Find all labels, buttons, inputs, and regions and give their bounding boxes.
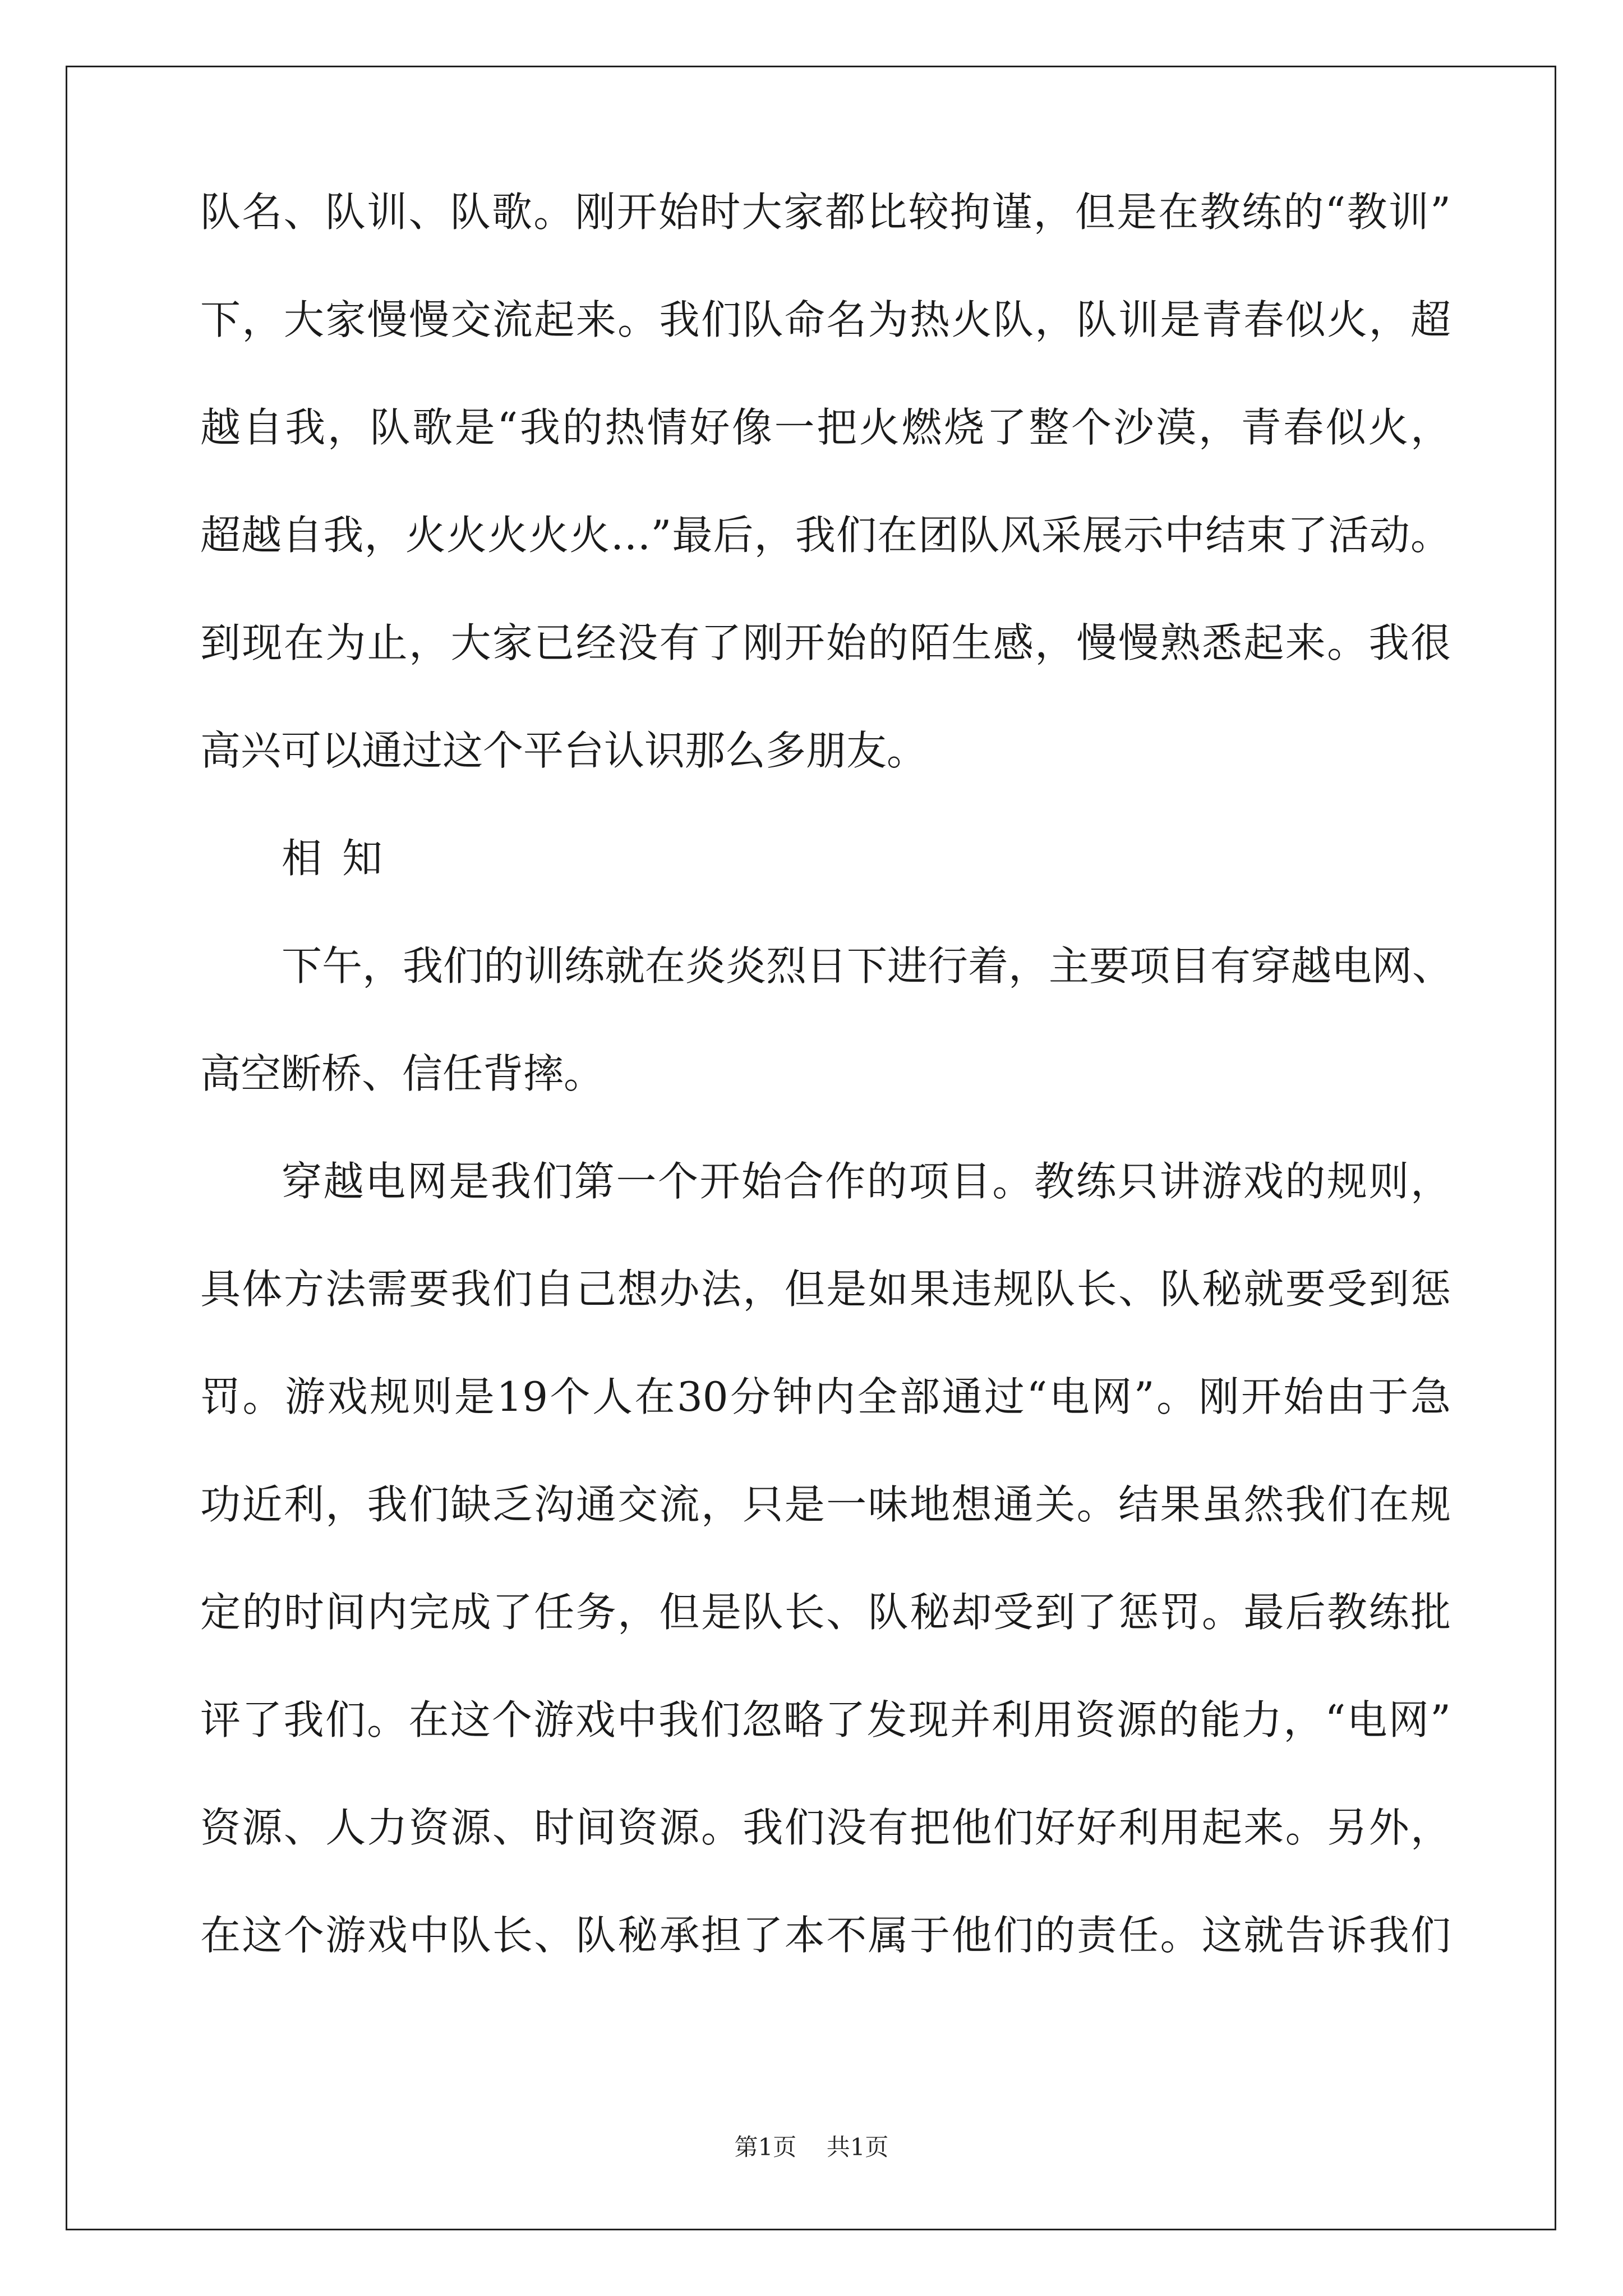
text-line: 罚。游戏规则是19个人在30分钟内全部通过“电网”。刚开始由于急 [200, 1373, 1451, 1420]
page-number: 第1页 [734, 2133, 797, 2161]
text-line: 穿越电网是我们第一个开始合作的项目。教练只讲游戏的规则， [282, 1158, 1451, 1205]
text-line: 定的时间内完成了任务，但是队长、队秘却受到了惩罚。最后教练批 [200, 1589, 1451, 1636]
text-line: 资源、人力资源、时间资源。我们没有把他们好好利用起来。另外， [200, 1804, 1451, 1851]
text-line: 下午，我们的训练就在炎炎烈日下进行着，主要项目有穿越电网、 [282, 942, 1453, 990]
text-line: 具体方法需要我们自己想办法，但是如果违规队长、队秘就要受到惩 [200, 1266, 1451, 1313]
text-line: 越自我，队歌是“我的热情好像一把火燃烧了整个沙漠，青春似火， [200, 404, 1451, 451]
text-line: 超越自我，火火火火火…”最后，我们在团队风采展示中结束了活动。 [200, 512, 1451, 559]
text-line: 评了我们。在这个游戏中我们忽略了发现并利用资源的能力，“电网” [200, 1696, 1451, 1743]
text-line: 下，大家慢慢交流起来。我们队命名为热火队，队训是青春似火，超 [200, 296, 1451, 343]
text-line: 高空断桥、信任背摔。 [200, 1050, 605, 1097]
text-line: 功近利，我们缺乏沟通交流，只是一味地想通关。结果虽然我们在规 [200, 1481, 1451, 1528]
text-line: 在这个游戏中队长、队秘承担了本不属于他们的责任。这就告诉我们 [200, 1912, 1451, 1959]
page-total: 共1页 [826, 2133, 889, 2161]
page-border [66, 66, 1556, 2230]
page-footer [0, 2133, 1623, 2162]
section-heading: 相知 [282, 835, 403, 882]
text-line: 到现在为止，大家已经没有了刚开始的陌生感，慢慢熟悉起来。我很 [200, 619, 1451, 666]
text-line: 队名、队训、队歌。刚开始时大家都比较拘谨，但是在教练的“教训” [200, 188, 1451, 236]
text-line: 高兴可以通过这个平台认识那么多朋友。 [200, 727, 928, 774]
